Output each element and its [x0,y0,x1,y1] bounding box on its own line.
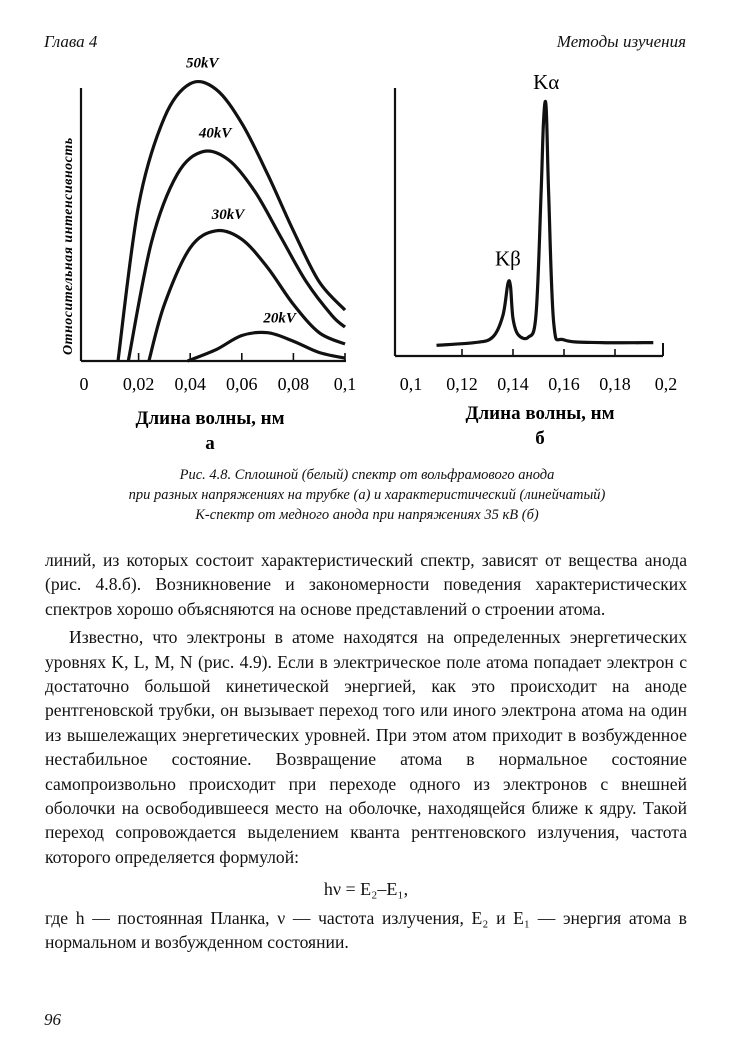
chart-a-series-line [188,332,345,361]
chart-b-peak-label: Kβ [494,246,521,271]
caption-line: при разных напряжениях на трубке (а) и характеристический (линейчатый) [128,487,606,503]
chart-a-x-tick-label: 0 [79,374,89,394]
chart-a-x-tick-label: 0,1 [333,374,357,394]
caption-line: К-спектр от медного анода при напряжениях 35 кВ (б) [195,507,539,523]
figure-4-8 [0,0,734,460]
formula: hν = E₂–E₁, [323,879,409,900]
figure-caption [30,465,704,525]
caption-line: Рис. 4.8. Сплошной (белый) спектр от вольфрамового анода [179,467,555,483]
chart-a-series-label: 30kV [211,206,245,223]
chart-b-x-tick-label: 0,16 [548,374,580,394]
chart-a-x-tick-label: 0,02 [122,374,155,394]
chart-b-x-tick-label: 0,14 [497,374,529,394]
page-number: 96 [44,1010,61,1029]
chart-b-peak-label: Kα [533,69,560,94]
chart-a-series-label: 40kV [198,125,232,142]
chart-b-xlabel: Длина волны, нм [465,403,615,424]
chart-a-series-label: 50kV [185,55,219,72]
chart-b-x-tick-label: 0,1 [399,374,423,394]
running-header-section: Методы изучения [556,32,686,51]
chart-a-x-tick-label: 0,04 [174,374,206,394]
running-header-chapter: Глава 4 [44,32,98,51]
chart-b-x-tick-label: 0,18 [599,374,631,394]
body-text [45,548,687,955]
chart-b [395,70,677,449]
chart-a-series-label: 20kV [263,310,296,327]
chart-a-panel-label: а [205,433,215,454]
paragraph: где h — постоянная Планка, ν — частота излучения, E₂ и E₁ — энергия атома в нормальном и возбужденном состоянии. [45,907,687,953]
chart-a-x-tick-label: 0,08 [277,374,310,394]
chart-b-x-tick-label: 0,12 [446,374,478,394]
paragraph: Известно, что электроны в атоме находятся на определенных энергетических уровнях K, L, M, N (рис. 4.9). Если в электрическое поле атома попадает электрон с достаточно большой кинетической энергией, как это происходит на аноде рентгеновской трубки, он вызывает переход того или иного электрона атома на один из вышележащих энергетических уровней. При этом атом приходит в возбужденное нестабильное состояние. Возвращение атома в нормальное состояние самопроизвольно происходит при переходе одного из электронов с внешней оболочки на освободившееся место на оболочке, находящейся ближе к ядру. Такой переход сопровождается выделением кванта рентгеновского излучения, частота которого определяется формулой: [45,627,687,867]
chart-a-xlabel: Длина волны, нм [135,408,285,429]
chart-a [61,56,356,454]
chart-b-x-tick-label: 0,2 [654,374,678,394]
chart-b-panel-label: б [535,428,545,449]
chart-a-ylabel: Относительная интенсивность [61,137,76,355]
chart-a-series-line [128,151,345,361]
chart-a-x-tick-label: 0,06 [226,374,258,394]
chart-b-series-line [437,101,654,345]
paragraph: линий, из которых состоит характеристический спектр, зависят от вещества анода (рис. 4.8.б). Возникновение и закономерности поведения характеристических спектров хорошо объясняются на основе представлений о строении атома. [45,550,687,619]
